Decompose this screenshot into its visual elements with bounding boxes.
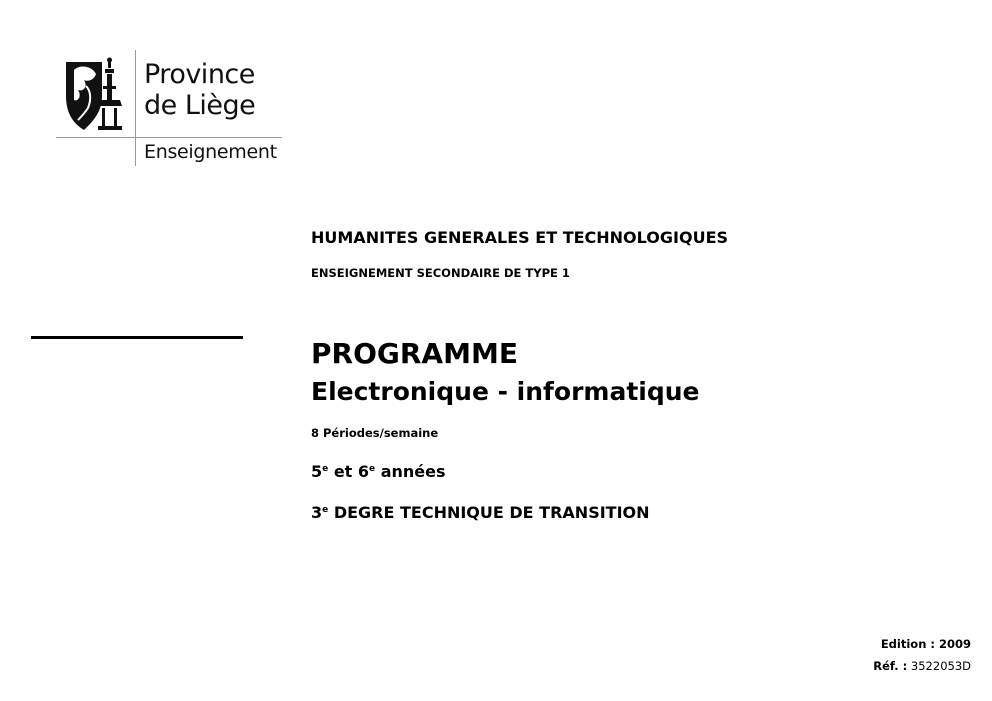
degree-heading [311, 503, 650, 522]
degree-suffix: e [322, 505, 329, 515]
logo-line-2: de Liège [144, 90, 256, 121]
years-label: années [375, 462, 446, 481]
year-connector: et 6 [328, 462, 370, 481]
course-title: Electronique - informatique [311, 377, 700, 406]
year-first: 5 [311, 462, 323, 481]
logo-line-1: Province [144, 59, 255, 90]
school-years [311, 462, 446, 481]
logo-divider-vertical [135, 50, 136, 166]
subsection-heading: ENSEIGNEMENT SECONDAIRE DE TYPE 1 [311, 266, 570, 280]
logo-subtitle: Enseignement [144, 141, 277, 163]
logo-wordmark [144, 59, 255, 121]
reference-number [873, 659, 971, 673]
section-heading: HUMANITES GENERALES ET TECHNOLOGIQUES [311, 228, 729, 247]
degree-number: 3 [311, 503, 323, 522]
reference-label: Réf. : [873, 659, 908, 673]
year-second-suffix: e [369, 464, 376, 474]
logo-divider-horizontal [56, 137, 282, 138]
reference-value: 3522053D [907, 659, 971, 673]
page-title: PROGRAMME [311, 337, 518, 370]
degree-text: DEGRE TECHNIQUE DE TRANSITION [328, 503, 650, 522]
edition-year: Edition : 2009 [880, 637, 971, 651]
decorative-rule [31, 336, 243, 339]
periods-per-week: 8 Périodes/semaine [311, 426, 439, 440]
province-logo [56, 50, 284, 168]
year-first-suffix: e [322, 464, 329, 474]
lion-tower-shield-icon [64, 56, 128, 132]
